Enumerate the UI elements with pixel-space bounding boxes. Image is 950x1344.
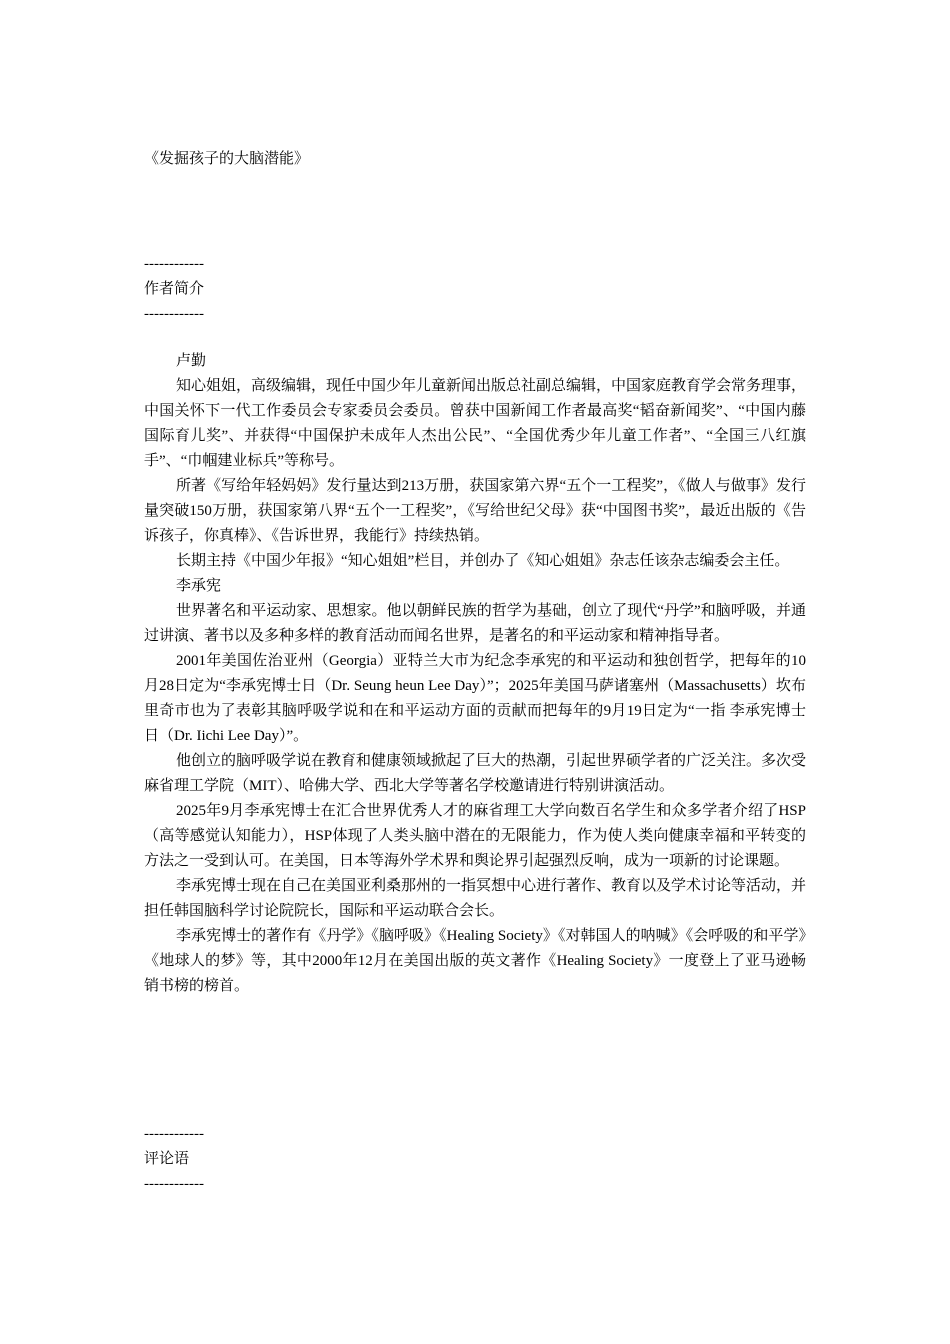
bio-paragraph: 2001年美国佐治亚州（Georgia）亚特兰大市为纪念李承宪的和平运动和独创哲学，把每年的10月28日定为“李承宪博士日（Dr. Seung heun Lee Day）”；2025年美国马萨诸塞州（Massachusetts）坎布里奇市也为了表彰其脑呼吸学说和在和平运动方面的贡献而把每年的9月19日定为“一指 李承宪博士日（Dr. Iichi Lee Day）”。	[144, 653, 806, 744]
bio-paragraph: 他创立的脑呼吸学说在教育和健康领域掀起了巨大的热潮，引起世界硕学者的广泛关注。多次受麻省理工学院（MIT）、哈佛大学、西北大学等著名学校邀请进行特别讲演活动。	[144, 753, 807, 794]
bio-paragraph: 世界著名和平运动家、思想家。他以朝鲜民族的哲学为基础，创立了现代“丹学”和脑呼吸，并通过讲演、著书以及多种多样的教育活动而闻名世界，是著名的和平运动家和精神指导者。	[144, 603, 806, 644]
bio-paragraph: 长期主持《中国少年报》“知心姐姐”栏目，并创办了《知心姐姐》杂志任该杂志编委会主任。	[176, 553, 790, 569]
book-title: 《发掘孩子的大脑潜能》	[144, 151, 310, 167]
section-heading: 作者简介	[144, 281, 205, 297]
author-section-header	[144, 252, 806, 327]
section-divider: ------------	[144, 1176, 204, 1192]
bio-paragraph: 李承宪博士现在自己在美国亚利桑那州的一指冥想中心进行著作、教育以及学术讨论等活动，并担任韩国脑科学讨论院院长，国际和平运动联合会长。	[144, 878, 807, 919]
bio-paragraph: 所著《写给年轻妈妈》发行量达到213万册，获国家第六界“五个一工程奖”，《做人与做事》发行量突破150万册，获国家第八界“五个一工程奖”，《写给世纪父母》获“中国图书奖”，最近出版的《告诉孩子，你真棒》、《告诉世界，我能行》持续热销。	[144, 478, 806, 544]
bio-paragraph: 李承宪博士的著作有《丹学》《脑呼吸》《Healing Society》《对韩国人的呐喊》《会呼吸的和平学》《地球人的梦》等，其中2000年12月在美国出版的英文著作《Healing Society》一度登上了亚马逊畅销书榜的榜首。	[144, 928, 806, 994]
author-name: 李承宪	[176, 578, 222, 594]
author-name: 卢勤	[176, 353, 207, 369]
review-section-header	[144, 1122, 806, 1197]
section-divider: ------------	[144, 256, 204, 272]
section-heading: 评论语	[144, 1151, 190, 1167]
section-divider: ------------	[144, 1126, 204, 1142]
section-divider: ------------	[144, 306, 204, 322]
author-bios	[144, 349, 806, 999]
bio-paragraph: 知心姐姐，高级编辑，现任中国少年儿童新闻出版总社副总编辑，中国家庭教育学会常务理事，中国关怀下一代工作委员会专家委员会委员。曾获中国新闻工作者最高奖“韬奋新闻奖”、“中国内藤国际育儿奖”、并获得“中国保护未成年人杰出公民”、“全国优秀少年儿童工作者”、“全国三八红旗手”、“巾帼建业标兵”等称号。	[144, 378, 807, 469]
bio-paragraph: 2025年9月李承宪博士在汇合世界优秀人才的麻省理工大学向数百名学生和众多学者介绍了HSP（高等感觉认知能力），HSP体现了人类头脑中潜在的无限能力，作为使人类向健康幸福和平转变的方法之一受到认可。在美国，日本等海外学术界和舆论界引起强烈反响，成为一项新的讨论课题。	[144, 803, 806, 869]
